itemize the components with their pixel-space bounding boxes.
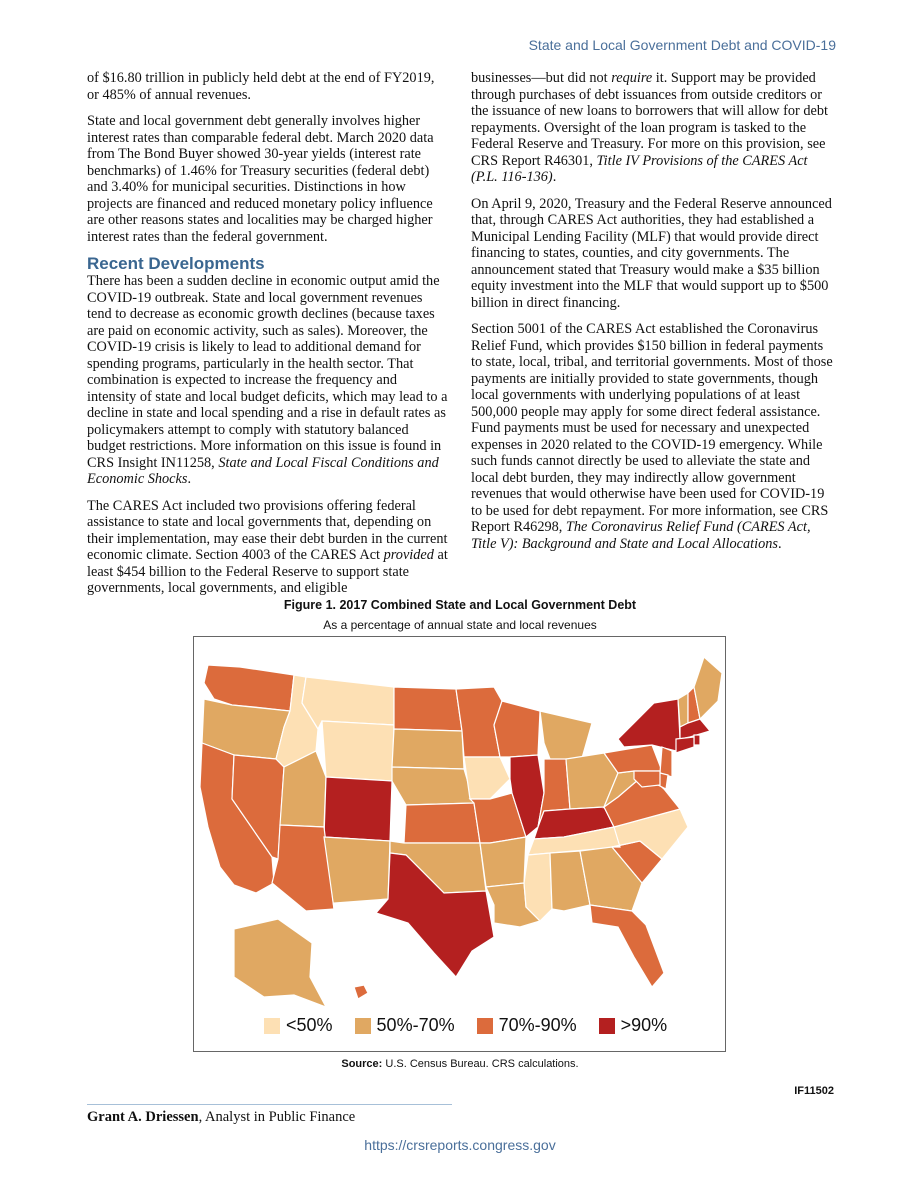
- document-id: IF11502: [794, 1085, 834, 1097]
- state-mt: [302, 677, 394, 729]
- page-header-title: State and Local Government Debt and COVID-19: [528, 37, 836, 53]
- state-ne: [392, 767, 474, 805]
- right-column: [471, 70, 833, 562]
- report-title: State and Local Fiscal Conditions and Economic Shocks: [87, 454, 439, 487]
- report-title: Title IV Provisions of the CARES Act (P.L. 116-136): [471, 152, 808, 185]
- figure-source: Source: U.S. Census Bureau. CRS calculations.: [341, 1058, 579, 1070]
- paragraph: State and local government debt generally involves higher interest rates than comparable federal debt. March 2020 data from The Bond Buyer showed 30-year yields (interest rate benchmarks) of 1.46% for Treasury securities (federal debt) and 3.40% for municipal securities. Distinctions in how projects are financed and reduced monetary policy influence are other reasons states and localities may be charged higher interest rates than the federal government.: [87, 113, 434, 245]
- state-nd: [394, 687, 462, 731]
- state-sd: [392, 729, 464, 769]
- state-me: [694, 657, 722, 719]
- state-wi: [494, 701, 540, 757]
- legend-swatch: [264, 1018, 280, 1034]
- state-ri: [694, 735, 700, 745]
- footer-url[interactable]: https://crsreports.congress.gov: [364, 1137, 556, 1153]
- paragraph: of $16.80 trillion in publicly held debt at the end of FY2019, or 485% of annual revenues.: [87, 70, 435, 103]
- legend-label: >90%: [620, 1015, 668, 1035]
- figure-subtitle: As a percentage of annual state and local revenues: [323, 618, 597, 632]
- state-ct: [676, 737, 694, 753]
- state-hi: [354, 985, 368, 999]
- paragraph: Section 5001 of the CARES Act established the Coronavirus Relief Fund, which provides $150 billion in federal payments to state, local, tribal, and territorial governments. Most of those payments are initially provided to state governments, though local governments with underlying populations of at least 500,000 people may apply for some direct federal assistance. Fund payments must be used for necessary and unexpected expenses in 2020 related to the COVID-19 emergency. While such funds cannot directly be used to alleviate the state and local debt burden, they may indirectly allow government revenues that would otherwise have been used for COVID-19 to be used for debt repayment. For more information, see CRS Report R46298, The Coronavirus Relief Fund (CARES Act, Title V): Background and State and Local Allocations.: [471, 321, 833, 552]
- map-legend: [264, 1015, 667, 1036]
- state-ks: [404, 803, 480, 843]
- legend-label: 70%-90%: [498, 1015, 577, 1035]
- left-column: [87, 70, 449, 607]
- state-ny: [618, 699, 680, 751]
- state-nj: [660, 747, 672, 777]
- legend-swatch: [477, 1018, 493, 1034]
- paragraph: businesses—but did not require it. Support may be provided through purchases of debt issuances from outside creditors or the issuance of new loans to borrowers that will allow for debt repayments. Oversight of the loan program is tasked to the Federal Reserve and Treasury. For more on this provision, see CRS Report R46301, Title IV Provisions of the CARES Act (P.L. 116-136).: [471, 70, 828, 185]
- legend-item: [477, 1015, 577, 1036]
- state-vt: [678, 693, 688, 727]
- state-fl: [590, 905, 664, 987]
- divider: [87, 1104, 452, 1105]
- us-map-svg: [194, 637, 725, 1051]
- legend-swatch: [599, 1018, 615, 1034]
- paragraph: On April 9, 2020, Treasury and the Federal Reserve announced that, through CARES Act authorities, they had established a Municipal Lending Facility (MLF) that would provide direct financing to states, counties, and city governments. The announcement stated that Treasury would make a $35 billion equity investment into the MLF that would support up to $500 billion in direct financing.: [471, 195, 832, 311]
- legend-label: <50%: [286, 1015, 333, 1035]
- state-ak: [234, 919, 326, 1007]
- legend-item: [355, 1015, 455, 1036]
- report-title: The Coronavirus Relief Fund (CARES Act, Title V): Background and State and Local Allocations: [471, 519, 811, 552]
- choropleth-map: [193, 636, 726, 1052]
- figure-title: Figure 1. 2017 Combined State and Local Government Debt: [283, 598, 637, 612]
- state-co: [324, 777, 392, 841]
- author-line: Grant A. Driessen, Analyst in Public Finance: [87, 1109, 356, 1125]
- state-ar: [480, 837, 526, 887]
- paragraph: The CARES Act included two provisions offering federal assistance to state and local governments that, depending on their implementation, may ease their debt burden in the current economic climate. Section 4003 of the CARES Act provided at least $454 billion to the Federal Reserve to support state governments, local governments, and eligible: [87, 497, 448, 596]
- state-ia: [464, 757, 510, 799]
- section-heading: Recent Developments: [87, 254, 265, 273]
- legend-label: 50%-70%: [376, 1015, 455, 1035]
- author-name: Grant A. Driessen: [87, 1109, 199, 1125]
- legend-swatch: [355, 1018, 371, 1034]
- state-wy: [322, 721, 394, 781]
- paragraph: There has been a sudden decline in economic output amid the COVID-19 outbreak. State and local government revenues tend to decrease as economic growth declines (because taxes are paid on economic activity, such as sales). Moreover, the COVID-19 crisis is likely to lead to additional demand for spending programs, particularly in the health sector. That combination is expected to increase the frequency and intensity of state and local budget deficits, which may lead to a decline in state and local spending and a rise in default rates as policymakers attempt to comply with statutory balanced budget restrictions. More information on this issue is found in CRS Insight IN11258, State and Local Fiscal Conditions and Economic Shocks.: [87, 273, 448, 487]
- legend-item: [264, 1015, 333, 1036]
- legend-item: [599, 1015, 668, 1036]
- state-nm: [324, 837, 390, 909]
